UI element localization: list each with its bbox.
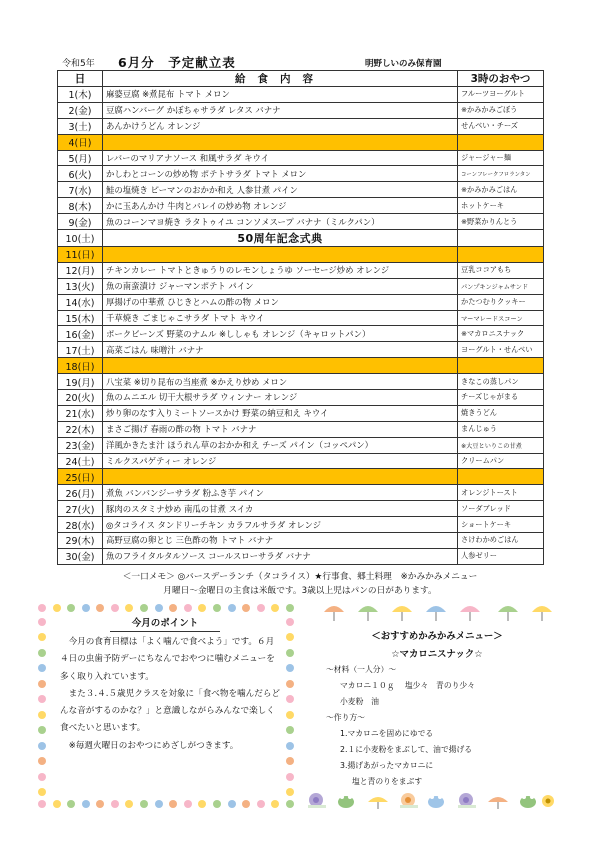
- day-cell: 23(金): [58, 437, 103, 453]
- table-row-sunday: [58, 358, 544, 374]
- day-cell: 8(木): [58, 198, 103, 214]
- snail-decoration: [306, 790, 556, 810]
- menu-header-row: [58, 71, 544, 87]
- dot: [125, 800, 133, 808]
- meal-cell: ◎タコライス タンドリーチキン カラフルサラダ オレンジ: [103, 517, 458, 533]
- dot-border-top: [38, 604, 294, 612]
- snail-icon: [400, 793, 418, 808]
- meal-cell: [103, 134, 458, 150]
- col-day-header: 日: [58, 71, 103, 87]
- snail-icon: [458, 793, 476, 808]
- day-cell: 14(水): [58, 294, 103, 310]
- dot: [38, 800, 46, 808]
- dot: [38, 695, 46, 703]
- table-row-sunday: [58, 469, 544, 485]
- snack-cell: 人参ゼリー: [458, 548, 544, 564]
- snack-cell: [458, 247, 544, 263]
- dot: [38, 649, 46, 657]
- dot: [271, 800, 279, 808]
- frog-icon: [338, 795, 354, 808]
- dot-border-bottom: [38, 800, 294, 808]
- dot: [286, 726, 294, 734]
- page-title: 6月分 予定献立表: [118, 55, 236, 70]
- frog-icon: [520, 795, 536, 808]
- menu-table: [57, 70, 544, 565]
- dot: [286, 618, 294, 626]
- dot: [242, 604, 250, 612]
- day-cell: 6(火): [58, 166, 103, 182]
- step-line: 2.１に小麦粉をまぶして、油で揚げる: [340, 745, 473, 754]
- point-title: 今月のポイント: [110, 615, 220, 632]
- snack-cell: かたつむりクッキー: [458, 294, 544, 310]
- snack-cell: きなこの蒸しパン: [458, 374, 544, 390]
- table-row: [58, 485, 544, 501]
- dot: [38, 788, 46, 796]
- dot: [38, 711, 46, 719]
- umbrella-icon: [460, 606, 480, 621]
- menu-body: [58, 87, 544, 565]
- dot: [286, 788, 294, 796]
- table-row: [58, 214, 544, 230]
- dot: [286, 757, 294, 765]
- snack-cell: [458, 358, 544, 374]
- table-row: [58, 87, 544, 103]
- meal-cell: 炒り卵のなす入りミートソースかけ 野菜の納豆和え キウイ: [103, 405, 458, 421]
- snack-cell: まんじゅう: [458, 421, 544, 437]
- day-cell: 3(土): [58, 118, 103, 134]
- table-row: [58, 102, 544, 118]
- col-meal-header: 給食内容: [103, 71, 458, 87]
- step-line: 1.マカロニを固めにゆでる: [340, 729, 434, 738]
- day-cell: 30(金): [58, 548, 103, 564]
- frog-icon: [428, 795, 444, 808]
- dot: [96, 604, 104, 612]
- table-row: [58, 548, 544, 564]
- dot: [140, 800, 148, 808]
- meal-cell: かしわとコーンの炒め物 ポテトサラダ トマト メロン: [103, 166, 458, 182]
- snack-cell: ※マカロニスナック: [458, 326, 544, 342]
- snack-cell: [458, 230, 544, 247]
- table-row: [58, 421, 544, 437]
- dot: [111, 800, 119, 808]
- table-row: [58, 326, 544, 342]
- dot: [242, 800, 250, 808]
- dot: [96, 800, 104, 808]
- table-row: [58, 517, 544, 533]
- dot: [38, 604, 46, 612]
- snack-cell: ヨーグルト・せんべい: [458, 342, 544, 358]
- dot: [155, 604, 163, 612]
- meal-cell: 鮭の塩焼き ピーマンのおかか和え 人参甘煮 パイン: [103, 182, 458, 198]
- table-row: [58, 501, 544, 517]
- meal-cell: レバーのマリアナソース 和風サラダ キウイ: [103, 150, 458, 166]
- day-cell: 28(水): [58, 517, 103, 533]
- table-row: [58, 278, 544, 294]
- dot: [286, 800, 294, 808]
- dot: [257, 800, 265, 808]
- day-cell: 21(水): [58, 405, 103, 421]
- dot: [82, 604, 90, 612]
- materials-line: マカロニ１０ｇ 塩少々 青のり少々: [340, 681, 476, 690]
- snack-cell: コーンフレークフロランタン: [458, 166, 544, 182]
- snack-cell: ※かみかみごはん: [458, 182, 544, 198]
- snack-cell: ソーダブレッド: [458, 501, 544, 517]
- dot: [38, 633, 46, 641]
- snail-icon: [308, 793, 326, 808]
- table-row-sunday: [58, 134, 544, 150]
- meal-cell: 高野豆腐の卵とじ 三色酢の物 トマト バナナ: [103, 533, 458, 549]
- meal-cell: [103, 469, 458, 485]
- meal-cell: 高菜ごはん 味噌汁 バナナ: [103, 342, 458, 358]
- umbrella-icon: [426, 606, 446, 621]
- day-cell: 26(月): [58, 485, 103, 501]
- dot: [286, 664, 294, 672]
- dot: [213, 604, 221, 612]
- meal-cell: まさご揚げ 春雨の酢の物 トマト バナナ: [103, 421, 458, 437]
- table-row-sunday: [58, 247, 544, 263]
- dot: [38, 680, 46, 688]
- dot: [38, 664, 46, 672]
- table-row: [58, 230, 544, 247]
- table-row: [58, 405, 544, 421]
- umbrella-decoration: [320, 600, 560, 622]
- table-row: [58, 437, 544, 453]
- meal-cell: 豚肉のスタミナ炒め 南瓜の甘煮 スイカ: [103, 501, 458, 517]
- meal-cell: 煮魚 バンバンジーサラダ 粉ふき芋 パイン: [103, 485, 458, 501]
- materials-line: 小麦粉 油: [340, 697, 379, 706]
- dot: [67, 800, 75, 808]
- materials-label: ～材料（一人分）～: [326, 665, 397, 674]
- step-line: 塩と青のりをまぶす: [352, 777, 423, 786]
- dot: [198, 800, 206, 808]
- day-cell: 29(木): [58, 533, 103, 549]
- day-cell: 15(木): [58, 310, 103, 326]
- snack-cell: ホットケーキ: [458, 198, 544, 214]
- recommend-title: ＜おすすめかみかみメニュー＞: [371, 631, 503, 642]
- snack-cell: さけわかめごはん: [458, 533, 544, 549]
- day-cell: 27(火): [58, 501, 103, 517]
- dot: [228, 800, 236, 808]
- day-cell: 9(金): [58, 214, 103, 230]
- steps-label: ～作り方～: [326, 713, 365, 722]
- meal-cell: 厚揚げの中華煮 ひじきとハムの酢の物 メロン: [103, 294, 458, 310]
- day-cell: 1(木): [58, 87, 103, 103]
- day-cell: 22(木): [58, 421, 103, 437]
- table-row: [58, 533, 544, 549]
- meal-cell: ポークビーンズ 野菜のナムル ※ししゃも オレンジ（キャロットパン）: [103, 326, 458, 342]
- dot: [38, 757, 46, 765]
- dot: [82, 800, 90, 808]
- dot: [38, 773, 46, 781]
- dot: [67, 604, 75, 612]
- meal-cell: 麻婆豆腐 ※煮昆布 トマト メロン: [103, 87, 458, 103]
- table-row: [58, 310, 544, 326]
- meal-cell: 魚のフライタルタルソース コールスローサラダ バナナ: [103, 548, 458, 564]
- dot: [53, 800, 61, 808]
- table-row: [58, 262, 544, 278]
- dot: [286, 711, 294, 719]
- dot: [286, 649, 294, 657]
- meal-cell: [103, 358, 458, 374]
- dot: [38, 742, 46, 750]
- snack-cell: パンプキンジャムサンド: [458, 278, 544, 294]
- meal-cell: 千草焼き ごまじゃこサラダ トマト キウイ: [103, 310, 458, 326]
- dot: [286, 680, 294, 688]
- meal-cell: かに玉あんかけ 牛肉とバレイの炒め物 オレンジ: [103, 198, 458, 214]
- dot: [184, 604, 192, 612]
- dot-border-left: [38, 618, 46, 796]
- umbrella-icon: [488, 797, 508, 809]
- table-row: [58, 390, 544, 406]
- snack-cell: [458, 134, 544, 150]
- recommend-subtitle: ☆マカロニスナック☆: [391, 649, 483, 660]
- dot: [111, 604, 119, 612]
- point-paragraph: 今月の食育目標は「よく噛んで食べよう」です。６月４日の虫歯予防デーにちなんでおやつに噛むメニューを多く取り入れています。: [60, 637, 275, 682]
- table-row: [58, 182, 544, 198]
- table-row: [58, 453, 544, 469]
- umbrella-icon: [358, 606, 378, 621]
- table-row: [58, 166, 544, 182]
- dot: [286, 604, 294, 612]
- umbrella-icon: [324, 606, 344, 621]
- memo-line-1: ＜一口メモ＞ ◎バースデーランチ（タコライス）★行事食、郷土料理 ※かみかみメニュー: [122, 572, 478, 582]
- table-row: [58, 342, 544, 358]
- dot: [125, 604, 133, 612]
- day-cell: 16(金): [58, 326, 103, 342]
- dot: [169, 800, 177, 808]
- point-paragraph: ※毎週火曜日のおやつにめざしがつきます。: [68, 740, 239, 751]
- meal-cell: 魚の南蛮漬け ジャーマンポテト パイン: [103, 278, 458, 294]
- day-cell: 11(日): [58, 247, 103, 263]
- umbrella-icon: [498, 606, 518, 621]
- meal-cell: 豆腐ハンバーグ かぼちゃサラダ レタス バナナ: [103, 102, 458, 118]
- meal-cell: あんかけうどん オレンジ: [103, 118, 458, 134]
- dot: [286, 742, 294, 750]
- dot: [213, 800, 221, 808]
- snack-cell: ジャージャー麺: [458, 150, 544, 166]
- col-snack-header: 3時のおやつ: [458, 71, 544, 87]
- day-cell: 25(日): [58, 469, 103, 485]
- dot: [38, 618, 46, 626]
- point-body: [60, 634, 282, 755]
- snack-cell: ショートケーキ: [458, 517, 544, 533]
- umbrella-icon: [368, 797, 388, 809]
- snack-cell: [458, 469, 544, 485]
- dot: [140, 604, 148, 612]
- meal-cell: 魚のムニエル 切干大根サラダ ウィンナー オレンジ: [103, 390, 458, 406]
- day-cell: 10(土): [58, 230, 103, 247]
- day-cell: 4(日): [58, 134, 103, 150]
- table-row: [58, 198, 544, 214]
- snack-cell: せんべい・チーズ: [458, 118, 544, 134]
- table-row: [58, 374, 544, 390]
- day-cell: 13(火): [58, 278, 103, 294]
- snack-cell: ※野菜かりんとう: [458, 214, 544, 230]
- meal-cell: 洋風かきたま汁 ほうれん草のおかか和え チーズ パイン（コッペパン）: [103, 437, 458, 453]
- dot: [53, 604, 61, 612]
- meal-cell: チキンカレー トマトときゅうりのレモンしょうゆ ソーセージ炒め オレンジ: [103, 262, 458, 278]
- snack-cell: チーズじゃがまる: [458, 390, 544, 406]
- memo-line-2: 月曜日～金曜日の主食は米飯です。3歳以上児はパンの日があります。: [163, 586, 437, 596]
- dot: [271, 604, 279, 612]
- snack-cell: オレンジトースト: [458, 485, 544, 501]
- point-paragraph: また３.４.５歳児クラスを対象に「食べ物を噛んだらどんな音がするのかな？」と意識しながらみんなで楽しく食べたいと思います。: [60, 688, 281, 734]
- dot: [228, 604, 236, 612]
- snack-cell: 焼きうどん: [458, 405, 544, 421]
- table-row: [58, 294, 544, 310]
- snack-cell: 豆乳ココアもち: [458, 262, 544, 278]
- snack-cell: ※かみかみごぼう: [458, 102, 544, 118]
- dot: [169, 604, 177, 612]
- table-row: [58, 118, 544, 134]
- day-cell: 24(土): [58, 453, 103, 469]
- day-cell: 12(月): [58, 262, 103, 278]
- day-cell: 19(月): [58, 374, 103, 390]
- dot: [286, 633, 294, 641]
- dot: [286, 695, 294, 703]
- day-cell: 20(火): [58, 390, 103, 406]
- dot: [286, 773, 294, 781]
- snack-cell: ※大豆といりこの甘煮: [458, 437, 544, 453]
- snack-cell: マーマレードスコーン: [458, 310, 544, 326]
- day-cell: 5(月): [58, 150, 103, 166]
- event-cell: 50周年記念式典: [103, 230, 458, 247]
- day-cell: 7(水): [58, 182, 103, 198]
- dot: [198, 604, 206, 612]
- meal-cell: ミルクスパゲティー オレンジ: [103, 453, 458, 469]
- header-era: 令和5年: [62, 59, 95, 69]
- day-cell: 2(金): [58, 102, 103, 118]
- table-row: [58, 150, 544, 166]
- meal-cell: 魚のコーンマヨ焼き ラタトゥイユ コンソメスープ バナナ（ミルクパン）: [103, 214, 458, 230]
- school-name: 明野しいのみ保育園: [365, 59, 442, 69]
- day-cell: 18(日): [58, 358, 103, 374]
- dot: [257, 604, 265, 612]
- umbrella-icon: [392, 606, 412, 621]
- dot: [184, 800, 192, 808]
- dot-border-right: [286, 618, 294, 796]
- umbrella-icon: [532, 606, 552, 621]
- snail-icon: [542, 795, 554, 807]
- dot: [155, 800, 163, 808]
- meal-cell: 八宝菜 ※切り昆布の当座煮 ※かえり炒め メロン: [103, 374, 458, 390]
- step-line: 3.揚げあがったマカロニに: [340, 761, 434, 770]
- day-cell: 17(土): [58, 342, 103, 358]
- meal-cell: [103, 247, 458, 263]
- snack-cell: クリームパン: [458, 453, 544, 469]
- dot: [38, 726, 46, 734]
- snack-cell: フルーツヨーグルト: [458, 87, 544, 103]
